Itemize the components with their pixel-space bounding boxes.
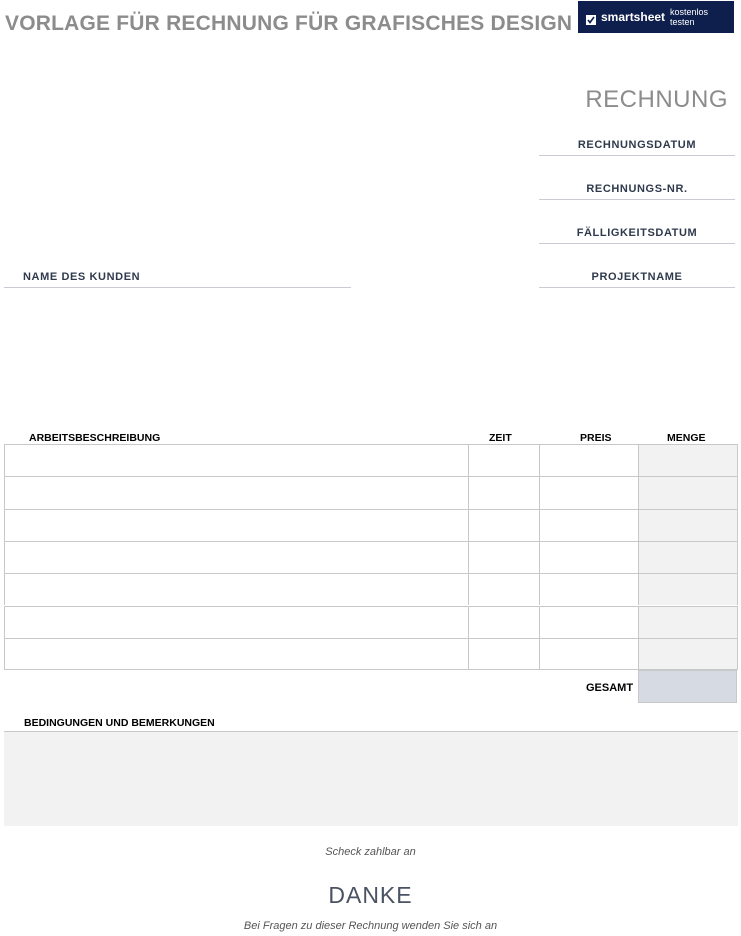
invoice-date-label: RECHNUNGSDATUM [577,139,697,151]
description-cell[interactable] [4,444,468,476]
col-price: PREIS [580,432,612,444]
due-date-field[interactable] [539,243,735,244]
time-cell[interactable] [468,444,539,476]
project-name-field[interactable] [539,287,735,288]
price-cell[interactable] [539,444,638,476]
thanks-text: DANKE [328,882,413,908]
time-cell[interactable] [468,509,539,541]
invoice-number-label: RECHNUNGS-NR. [586,183,688,195]
quantity-cell[interactable] [638,444,738,476]
smartsheet-logo-icon [586,12,596,22]
time-cell[interactable] [468,476,539,508]
col-time: ZEIT [489,432,512,444]
customer-name-label: NAME DES KUNDEN [23,271,141,283]
total-field[interactable] [638,670,737,703]
invoice-date-field[interactable] [539,155,735,156]
price-cell[interactable] [539,509,638,541]
col-description: ARBEITSBESCHREIBUNG [29,432,161,444]
time-cell[interactable] [468,606,539,638]
description-cell[interactable] [4,606,468,638]
description-cell[interactable] [4,638,468,670]
price-cell[interactable] [539,606,638,638]
invoice-number-field[interactable] [539,199,735,200]
col-quantity: MENGE [667,432,706,444]
description-cell[interactable] [4,573,468,605]
quantity-cell[interactable] [638,606,738,638]
smartsheet-trial-button[interactable] [578,1,734,33]
due-date-label: FÄLLIGKEITSDATUM [576,227,698,239]
page-title: VORLAGE FÜR RECHNUNG FÜR GRAFISCHES DESIGN [5,12,573,35]
time-cell[interactable] [468,638,539,670]
price-cell[interactable] [539,541,638,573]
terms-field[interactable] [4,731,738,826]
price-cell[interactable] [539,476,638,508]
quantity-cell[interactable] [638,476,738,508]
brand-cta: kostenlos testen [670,7,709,27]
time-cell[interactable] [468,541,539,573]
quantity-cell[interactable] [638,573,738,605]
quantity-cell[interactable] [638,509,738,541]
description-cell[interactable] [4,541,468,573]
quantity-cell[interactable] [638,541,738,573]
total-label: GESAMT [586,682,634,694]
brand-name: smartsheet [601,10,666,24]
project-name-label: PROJEKTNAME [591,271,683,283]
description-cell[interactable] [4,509,468,541]
customer-name-field[interactable] [4,287,351,288]
quantity-cell[interactable] [638,638,738,670]
time-cell[interactable] [468,573,539,605]
price-cell[interactable] [539,638,638,670]
terms-label: BEDINGUNGEN UND BEMERKUNGEN [24,717,215,729]
contact-text: Bei Fragen zu dieser Rechnung wenden Sie sich an [243,920,498,932]
invoice-heading: RECHNUNG [585,86,728,113]
price-cell[interactable] [539,573,638,605]
description-cell[interactable] [4,476,468,508]
payable-to-text: Scheck zahlbar an [325,846,416,858]
